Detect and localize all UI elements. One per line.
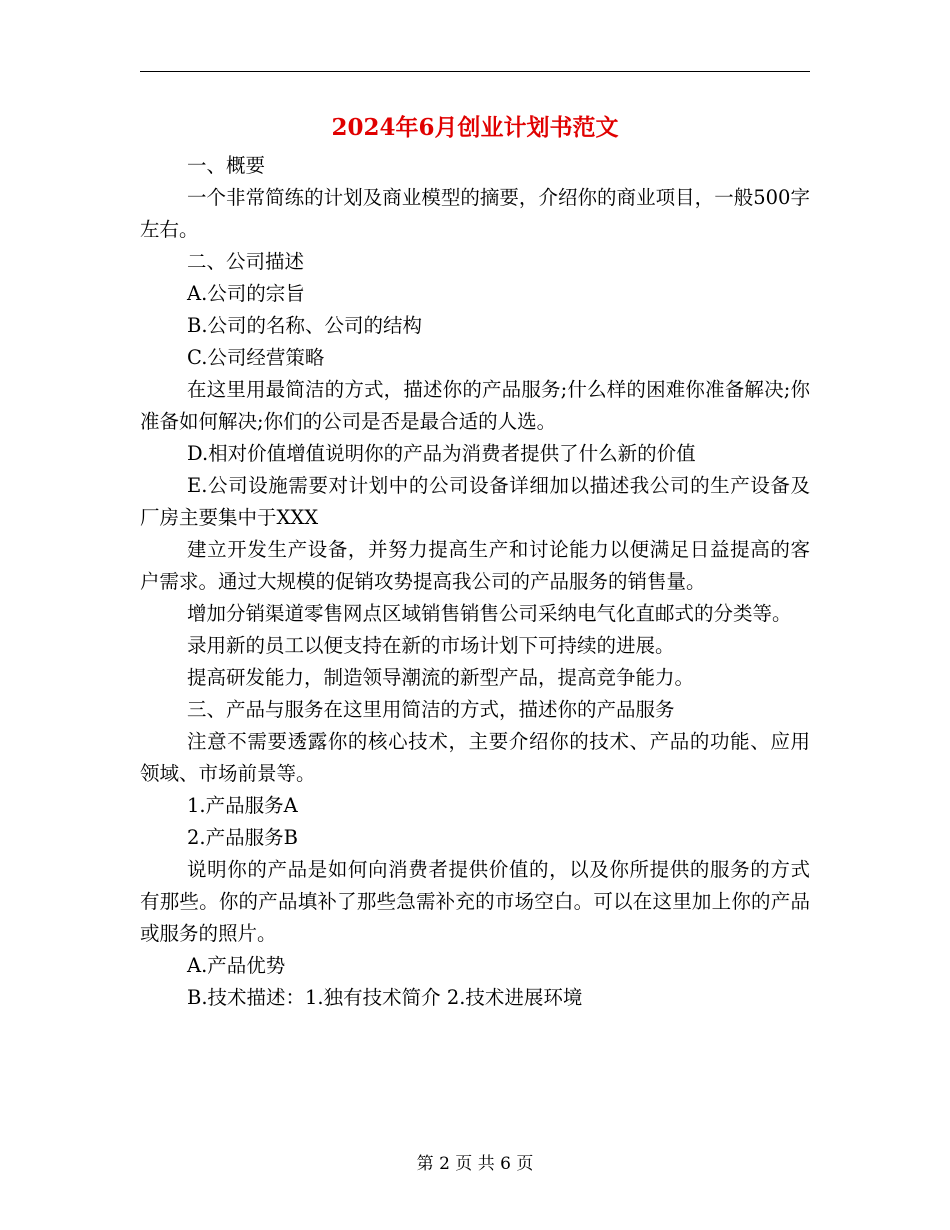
list-item: 1.产品服务A — [187, 794, 298, 817]
section-heading-products: 三、产品与服务在这里用简洁的方式，描述你的产品服务 — [187, 698, 675, 721]
list-item: B.公司的名称、公司的结构 — [187, 314, 423, 337]
section-heading-overview: 一、概要 — [187, 154, 266, 177]
list-item: B.技术描述：1.独有技术简介 2.技术进展环境 — [187, 986, 583, 1009]
paragraph-overview: 一个非常简练的计划及商业模型的摘要，介绍你的商业项目，一般500字左右。 — [140, 186, 810, 241]
paragraph: 在这里用最简洁的方式，描述你的产品服务;什么样的困难你准备解决;你准备如何解决;你们的公司是否是最合适的人选。 — [140, 378, 810, 433]
list-item: A.产品优势 — [187, 954, 286, 977]
list-item: D.相对价值增值说明你的产品为消费者提供了什么新的价值 — [187, 442, 696, 465]
paragraph: 建立开发生产设备，并努力提高生产和讨论能力以便满足日益提高的客户需求。通过大规模的促销攻势提高我公司的产品服务的销售量。 — [140, 538, 810, 593]
list-item: 2.产品服务B — [187, 826, 298, 849]
header-rule — [140, 71, 810, 72]
list-item: E.公司设施需要对计划中的公司设备详细加以描述我公司的生产设备及厂房主要集中于XXX — [140, 474, 810, 529]
section-heading-company: 二、公司描述 — [187, 250, 305, 273]
list-item: C.公司经营策略 — [187, 346, 325, 369]
paragraph: 注意不需要透露你的核心技术，主要介绍你的技术、产品的功能、应用领域、市场前景等。 — [140, 730, 810, 785]
document-body — [140, 150, 810, 1014]
page-number: 第 2 页 共 6 页 — [416, 1154, 534, 1174]
list-item: A.公司的宗旨 — [187, 282, 305, 305]
paragraph: 增加分销渠道零售网点区域销售销售公司采纳电气化直邮式的分类等。 — [187, 602, 792, 625]
paragraph: 提高研发能力，制造领导潮流的新型产品，提高竞争能力。 — [187, 666, 695, 689]
paragraph: 说明你的产品是如何向消费者提供价值的，以及你所提供的服务的方式有那些。你的产品填补了那些急需补充的市场空白。可以在这里加上你的产品或服务的照片。 — [140, 858, 810, 945]
paragraph: 录用新的员工以便支持在新的市场计划下可持续的进展。 — [187, 634, 675, 657]
document-title: 2024年6月创业计划书范文 — [331, 114, 619, 141]
